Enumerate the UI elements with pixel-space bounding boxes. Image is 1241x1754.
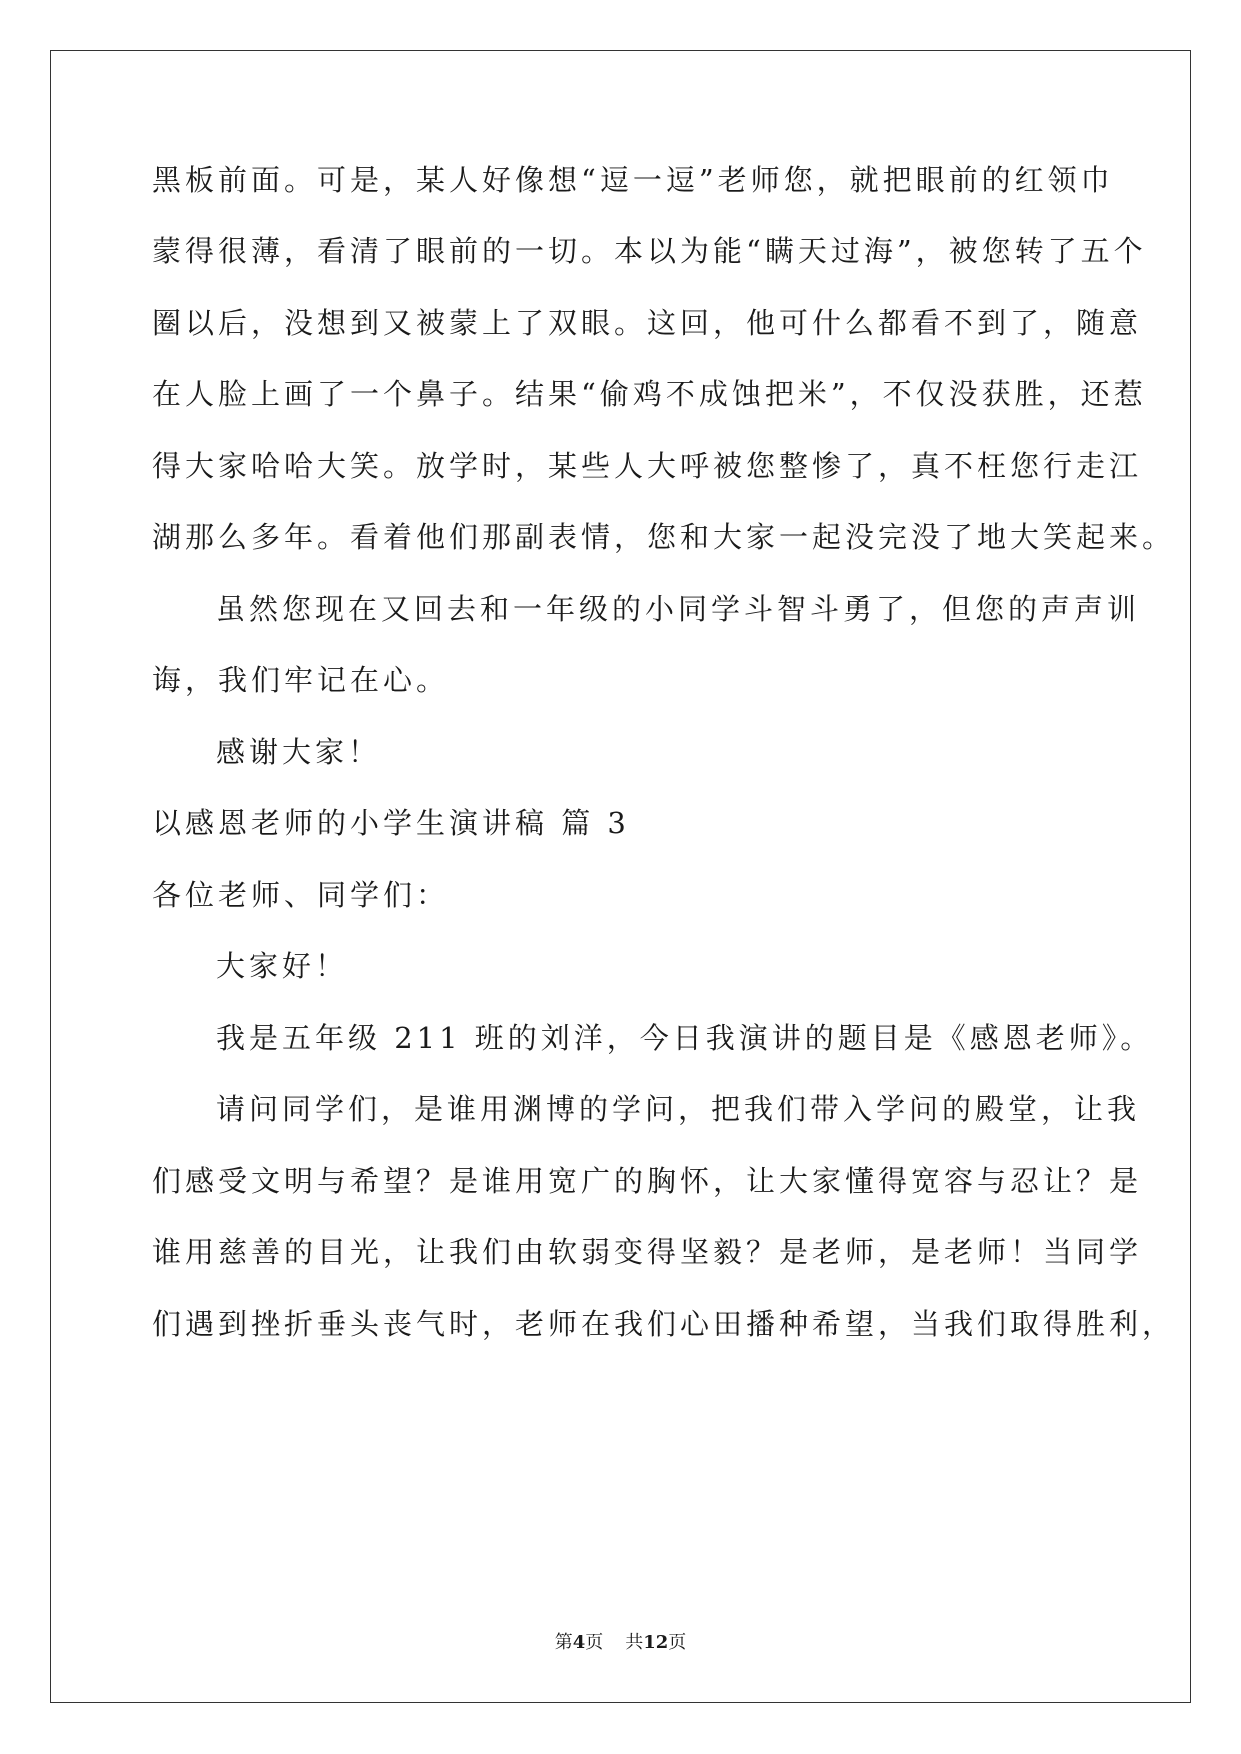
text-line: 谁用慈善的目光，让我们由软弱变得坚毅？是老师，是老师！当同学 — [152, 1235, 1143, 1269]
footer-total-prefix: 共 — [625, 1632, 644, 1653]
current-page-number: 4 — [572, 1632, 586, 1653]
footer-total-unit: 页 — [668, 1632, 687, 1653]
total-page-number: 12 — [643, 1632, 669, 1653]
page-footer — [0, 1628, 1241, 1654]
text-line: 圈以后，没想到又被蒙上了双眼。这回，他可什么都看不到了，随意 — [152, 306, 1143, 340]
text-line: 我是五年级 211 班的刘洋，今日我演讲的题目是《感恩老师》。 — [216, 1021, 1154, 1055]
text-line: 湖那么多年。看着他们那副表情，您和大家一起没完没了地大笑起来。 — [152, 520, 1176, 554]
text-line: 虽然您现在又回去和一年级的小同学斗智斗勇了，但您的声声训 — [216, 592, 1141, 626]
footer-prefix: 第 — [554, 1632, 573, 1653]
text-line: 在人脸上画了一个鼻子。结果“偷鸡不成蚀把米”，不仅没获胜，还惹 — [152, 377, 1147, 411]
text-line: 感谢大家！ — [216, 735, 382, 769]
salutation: 各位老师、同学们： — [152, 878, 450, 912]
greeting: 大家好！ — [216, 949, 349, 983]
footer-page-unit: 页 — [585, 1632, 604, 1653]
text-line: 们感受文明与希望？是谁用宽广的胸怀，让大家懂得宽容与忍让？是 — [152, 1164, 1143, 1198]
text-line: 得大家哈哈大笑。放学时，某些人大呼被您整惨了，真不枉您行走江 — [152, 449, 1143, 483]
text-line: 诲，我们牢记在心。 — [152, 663, 450, 697]
text-line: 请问同学们，是谁用渊博的学问，把我们带入学问的殿堂，让我 — [216, 1092, 1141, 1126]
section-heading: 以感恩老师的小学生演讲稿 篇 3 — [152, 806, 630, 840]
text-line: 黑板前面。可是，某人好像想“逗一逗”老师您，就把眼前的红领巾 — [152, 163, 1114, 197]
text-line: 们遇到挫折垂头丧气时，老师在我们心田播种希望，当我们取得胜利， — [152, 1307, 1176, 1341]
text-line: 蒙得很薄，看清了眼前的一切。本以为能“瞒天过海”，被您转了五个 — [152, 234, 1147, 268]
